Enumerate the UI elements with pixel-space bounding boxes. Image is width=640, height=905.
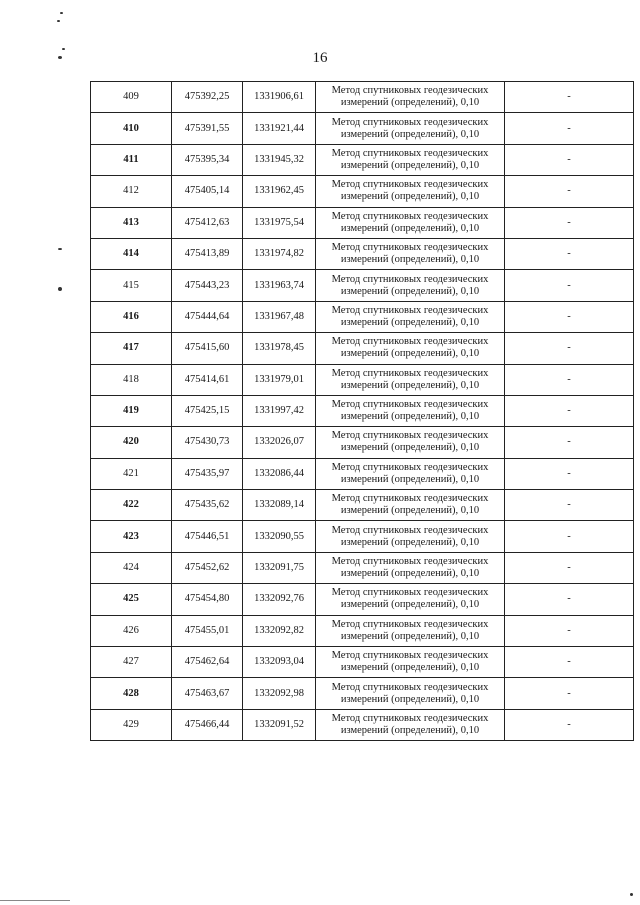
table-row bbox=[91, 176, 634, 207]
table-body bbox=[91, 82, 634, 741]
table-row bbox=[91, 615, 634, 646]
x-coordinate-cell: 475466,44 bbox=[172, 709, 243, 740]
value-cell: - bbox=[505, 364, 634, 395]
method-cell: Метод спутниковых геодезических измерений (определений), 0,10 bbox=[316, 521, 505, 552]
table-row bbox=[91, 395, 634, 426]
y-coordinate-cell: 1331963,74 bbox=[243, 270, 316, 301]
table-row bbox=[91, 207, 634, 238]
method-cell: Метод спутниковых геодезических измерений (определений), 0,10 bbox=[316, 584, 505, 615]
point-number-cell: 412 bbox=[91, 176, 172, 207]
table-row bbox=[91, 521, 634, 552]
x-coordinate-cell: 475392,25 bbox=[172, 82, 243, 113]
y-coordinate-cell: 1331975,54 bbox=[243, 207, 316, 238]
x-coordinate-cell: 475412,63 bbox=[172, 207, 243, 238]
value-cell: - bbox=[505, 395, 634, 426]
scan-speck bbox=[58, 248, 62, 250]
x-coordinate-cell: 475435,62 bbox=[172, 490, 243, 521]
method-cell: Метод спутниковых геодезических измерений (определений), 0,10 bbox=[316, 238, 505, 269]
x-coordinate-cell: 475444,64 bbox=[172, 301, 243, 332]
point-number-cell: 409 bbox=[91, 82, 172, 113]
y-coordinate-cell: 1331974,82 bbox=[243, 238, 316, 269]
point-number-cell: 425 bbox=[91, 584, 172, 615]
value-cell: - bbox=[505, 458, 634, 489]
y-coordinate-cell: 1332086,44 bbox=[243, 458, 316, 489]
x-coordinate-cell: 475391,55 bbox=[172, 113, 243, 144]
x-coordinate-cell: 475455,01 bbox=[172, 615, 243, 646]
y-coordinate-cell: 1331997,42 bbox=[243, 395, 316, 426]
point-number-cell: 428 bbox=[91, 678, 172, 709]
y-coordinate-cell: 1332026,07 bbox=[243, 427, 316, 458]
value-cell: - bbox=[505, 270, 634, 301]
value-cell: - bbox=[505, 584, 634, 615]
value-cell: - bbox=[505, 113, 634, 144]
value-cell: - bbox=[505, 552, 634, 583]
point-number-cell: 421 bbox=[91, 458, 172, 489]
value-cell: - bbox=[505, 615, 634, 646]
scan-speck bbox=[58, 287, 62, 291]
y-coordinate-cell: 1332092,82 bbox=[243, 615, 316, 646]
y-coordinate-cell: 1332093,04 bbox=[243, 647, 316, 678]
y-coordinate-cell: 1331906,61 bbox=[243, 82, 316, 113]
point-number-cell: 429 bbox=[91, 709, 172, 740]
method-cell: Метод спутниковых геодезических измерений (определений), 0,10 bbox=[316, 333, 505, 364]
method-cell: Метод спутниковых геодезических измерений (определений), 0,10 bbox=[316, 647, 505, 678]
y-coordinate-cell: 1332090,55 bbox=[243, 521, 316, 552]
table-row bbox=[91, 301, 634, 332]
table-row bbox=[91, 270, 634, 301]
table-row bbox=[91, 490, 634, 521]
x-coordinate-cell: 475463,67 bbox=[172, 678, 243, 709]
point-number-cell: 422 bbox=[91, 490, 172, 521]
point-number-cell: 423 bbox=[91, 521, 172, 552]
table-row bbox=[91, 709, 634, 740]
value-cell: - bbox=[505, 333, 634, 364]
value-cell: - bbox=[505, 82, 634, 113]
x-coordinate-cell: 475462,64 bbox=[172, 647, 243, 678]
value-cell: - bbox=[505, 647, 634, 678]
y-coordinate-cell: 1332092,98 bbox=[243, 678, 316, 709]
y-coordinate-cell: 1332091,52 bbox=[243, 709, 316, 740]
method-cell: Метод спутниковых геодезических измерений (определений), 0,10 bbox=[316, 552, 505, 583]
y-coordinate-cell: 1332091,75 bbox=[243, 552, 316, 583]
point-number-cell: 420 bbox=[91, 427, 172, 458]
scan-speck bbox=[60, 12, 63, 14]
method-cell: Метод спутниковых геодезических измерений (определений), 0,10 bbox=[316, 207, 505, 238]
table-row bbox=[91, 364, 634, 395]
point-number-cell: 417 bbox=[91, 333, 172, 364]
x-coordinate-cell: 475414,61 bbox=[172, 364, 243, 395]
method-cell: Метод спутниковых геодезических измерений (определений), 0,10 bbox=[316, 709, 505, 740]
value-cell: - bbox=[505, 709, 634, 740]
point-number-cell: 418 bbox=[91, 364, 172, 395]
x-coordinate-cell: 475413,89 bbox=[172, 238, 243, 269]
scan-speck bbox=[57, 20, 60, 22]
method-cell: Метод спутниковых геодезических измерений (определений), 0,10 bbox=[316, 113, 505, 144]
scan-edge-line bbox=[0, 900, 70, 901]
point-number-cell: 426 bbox=[91, 615, 172, 646]
table-row bbox=[91, 552, 634, 583]
method-cell: Метод спутниковых геодезических измерений (определений), 0,10 bbox=[316, 395, 505, 426]
table-row bbox=[91, 458, 634, 489]
method-cell: Метод спутниковых геодезических измерений (определений), 0,10 bbox=[316, 458, 505, 489]
value-cell: - bbox=[505, 176, 634, 207]
y-coordinate-cell: 1331945,32 bbox=[243, 144, 316, 175]
point-number-cell: 411 bbox=[91, 144, 172, 175]
x-coordinate-cell: 475405,14 bbox=[172, 176, 243, 207]
point-number-cell: 427 bbox=[91, 647, 172, 678]
page-number: 16 bbox=[312, 50, 328, 66]
method-cell: Метод спутниковых геодезических измерений (определений), 0,10 bbox=[316, 82, 505, 113]
value-cell: - bbox=[505, 521, 634, 552]
y-coordinate-cell: 1331978,45 bbox=[243, 333, 316, 364]
method-cell: Метод спутниковых геодезических измерений (определений), 0,10 bbox=[316, 364, 505, 395]
y-coordinate-cell: 1332092,76 bbox=[243, 584, 316, 615]
y-coordinate-cell: 1331979,01 bbox=[243, 364, 316, 395]
point-number-cell: 424 bbox=[91, 552, 172, 583]
value-cell: - bbox=[505, 238, 634, 269]
x-coordinate-cell: 475425,15 bbox=[172, 395, 243, 426]
point-number-cell: 416 bbox=[91, 301, 172, 332]
value-cell: - bbox=[505, 490, 634, 521]
y-coordinate-cell: 1331967,48 bbox=[243, 301, 316, 332]
value-cell: - bbox=[505, 144, 634, 175]
value-cell: - bbox=[505, 427, 634, 458]
method-cell: Метод спутниковых геодезических измерений (определений), 0,10 bbox=[316, 176, 505, 207]
table-row bbox=[91, 333, 634, 364]
table-row bbox=[91, 678, 634, 709]
point-number-cell: 415 bbox=[91, 270, 172, 301]
scan-speck bbox=[630, 893, 633, 896]
table-row bbox=[91, 82, 634, 113]
point-number-cell: 414 bbox=[91, 238, 172, 269]
point-number-cell: 413 bbox=[91, 207, 172, 238]
x-coordinate-cell: 475443,23 bbox=[172, 270, 243, 301]
coordinates-table bbox=[90, 81, 634, 741]
scan-speck bbox=[62, 48, 65, 50]
point-number-cell: 410 bbox=[91, 113, 172, 144]
method-cell: Метод спутниковых геодезических измерений (определений), 0,10 bbox=[316, 490, 505, 521]
method-cell: Метод спутниковых геодезических измерений (определений), 0,10 bbox=[316, 301, 505, 332]
x-coordinate-cell: 475454,80 bbox=[172, 584, 243, 615]
value-cell: - bbox=[505, 207, 634, 238]
method-cell: Метод спутниковых геодезических измерений (определений), 0,10 bbox=[316, 615, 505, 646]
scan-speck bbox=[58, 56, 62, 59]
point-number-cell: 419 bbox=[91, 395, 172, 426]
x-coordinate-cell: 475415,60 bbox=[172, 333, 243, 364]
table-row bbox=[91, 647, 634, 678]
table-row bbox=[91, 144, 634, 175]
table-row bbox=[91, 427, 634, 458]
method-cell: Метод спутниковых геодезических измерений (определений), 0,10 bbox=[316, 678, 505, 709]
x-coordinate-cell: 475446,51 bbox=[172, 521, 243, 552]
table-row bbox=[91, 113, 634, 144]
x-coordinate-cell: 475435,97 bbox=[172, 458, 243, 489]
method-cell: Метод спутниковых геодезических измерений (определений), 0,10 bbox=[316, 144, 505, 175]
method-cell: Метод спутниковых геодезических измерений (определений), 0,10 bbox=[316, 427, 505, 458]
y-coordinate-cell: 1331921,44 bbox=[243, 113, 316, 144]
method-cell: Метод спутниковых геодезических измерений (определений), 0,10 bbox=[316, 270, 505, 301]
table-row bbox=[91, 238, 634, 269]
x-coordinate-cell: 475452,62 bbox=[172, 552, 243, 583]
value-cell: - bbox=[505, 678, 634, 709]
y-coordinate-cell: 1332089,14 bbox=[243, 490, 316, 521]
value-cell: - bbox=[505, 301, 634, 332]
y-coordinate-cell: 1331962,45 bbox=[243, 176, 316, 207]
x-coordinate-cell: 475395,34 bbox=[172, 144, 243, 175]
table-row bbox=[91, 584, 634, 615]
x-coordinate-cell: 475430,73 bbox=[172, 427, 243, 458]
